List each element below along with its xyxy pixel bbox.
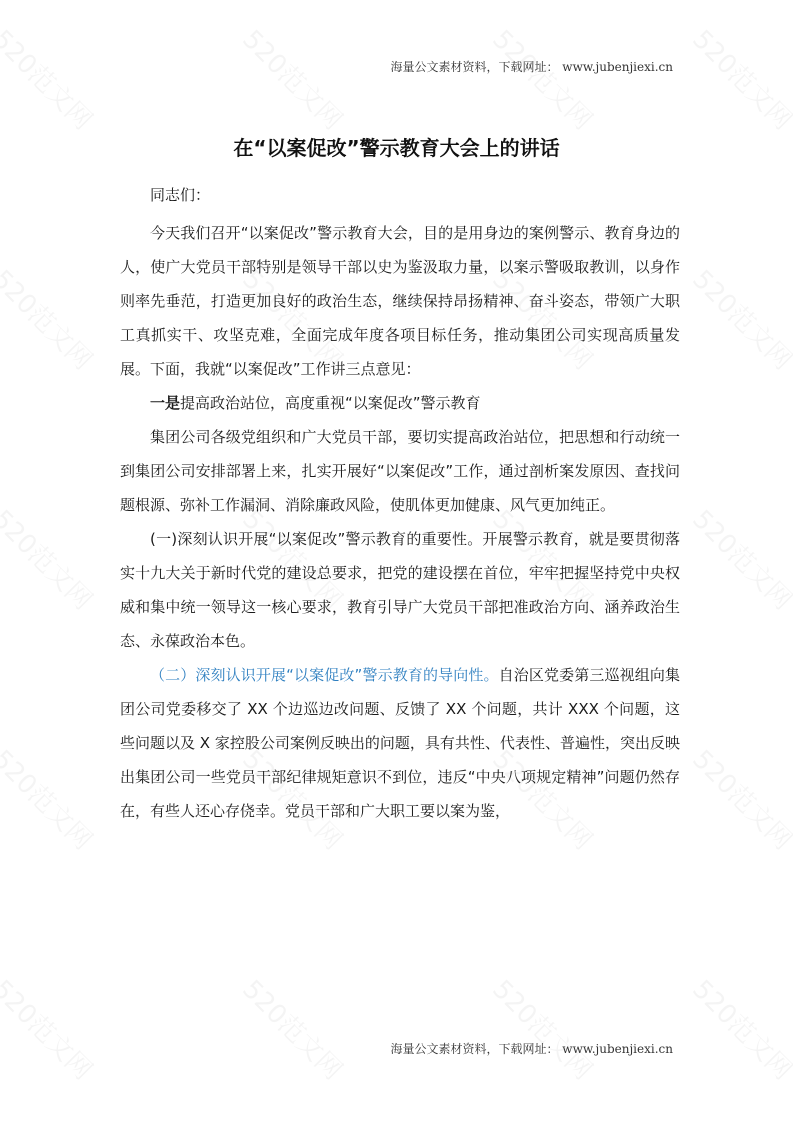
subsection-two-heading: （二）深刻认识开展“以案促改”警示教育的导向性。 bbox=[150, 666, 499, 684]
watermark bbox=[686, 740, 793, 856]
watermark bbox=[0, 20, 102, 136]
watermark bbox=[486, 20, 602, 136]
section-heading-text: 提高政治站位，高度重视“以案促改”警示教育 bbox=[180, 394, 481, 412]
watermark bbox=[236, 970, 352, 1086]
paragraph-section-one-body: 集团公司各级党组织和广大党员干部，要切实提高政治站位，把思想和行动统一到集团公司安排部署上来，扎实开展好“以案促改”工作，通过剖析案发原因、查找问题根源、弥补工作漏洞、消除廉政风险，使肌体更加健康、风气更加纯正。 bbox=[120, 428, 680, 514]
header-note: 海量公文素材资料，下载网址： www.jubenjiexi.cn bbox=[390, 60, 673, 74]
watermark bbox=[686, 970, 793, 1086]
watermark bbox=[0, 260, 102, 376]
document-body bbox=[120, 178, 680, 828]
watermark bbox=[686, 260, 793, 376]
paragraph-subsection-one: (一)深刻认识开展“以案促改”警示教育的重要性。开展警示教育，就是要贯彻落实十九大关于新时代党的建设总要求，把党的建设摆在首位，牢牢把握坚持党中央权威和集中统一领导这一核心要求，教育引导广大党员干部把准政治方向、涵养政治生态、永葆政治本色。 bbox=[120, 530, 680, 650]
salutation: 同志们： bbox=[150, 186, 211, 204]
watermark bbox=[236, 20, 352, 136]
section-lead: 一是 bbox=[150, 394, 181, 412]
subsection-two-text: 自治区党委第三巡视组向集团公司党委移交了 XX 个边巡边改问题、反馈了 XX 个问题，共计 XXX 个问题，这些问题以及 X 家控股公司案例反映出的问题，具有共性、代表性、普遍性，突出反映出集团公司一些党员干部纪律规矩意识不到位，违反“中央八项规定精神”问题仍然存在，有些人还心存侥幸。党员干部和广大职工要以案为鉴， bbox=[120, 666, 680, 820]
document-title: 在“以案促改”警示教育大会上的讲话 bbox=[233, 136, 560, 160]
footer-note: 海量公文素材资料，下载网址： www.jubenjiexi.cn bbox=[390, 1042, 673, 1056]
watermark bbox=[0, 500, 102, 616]
paragraph-section-one-heading bbox=[120, 386, 680, 420]
paragraph-intro: 今天我们召开“以案促改”警示教育大会，目的是用身边的案例警示、教育身边的人，使广大党员干部特别是领导干部以史为鉴汲取力量，以案示警吸取教训，以身作则率先垂范，打造更加良好的政治生态，继续保持昂扬精神、奋斗姿态，带领广大职工真抓实干、攻坚克难，全面完成年度各项目标任务，推动集团公司实现高质量发展。下面，我就“以案促改”工作讲三点意见： bbox=[120, 224, 680, 378]
paragraph-subsection-two bbox=[120, 658, 680, 828]
watermark bbox=[486, 970, 602, 1086]
watermark bbox=[0, 740, 102, 856]
watermark bbox=[0, 970, 102, 1086]
watermark bbox=[686, 500, 793, 616]
watermark bbox=[686, 20, 793, 136]
